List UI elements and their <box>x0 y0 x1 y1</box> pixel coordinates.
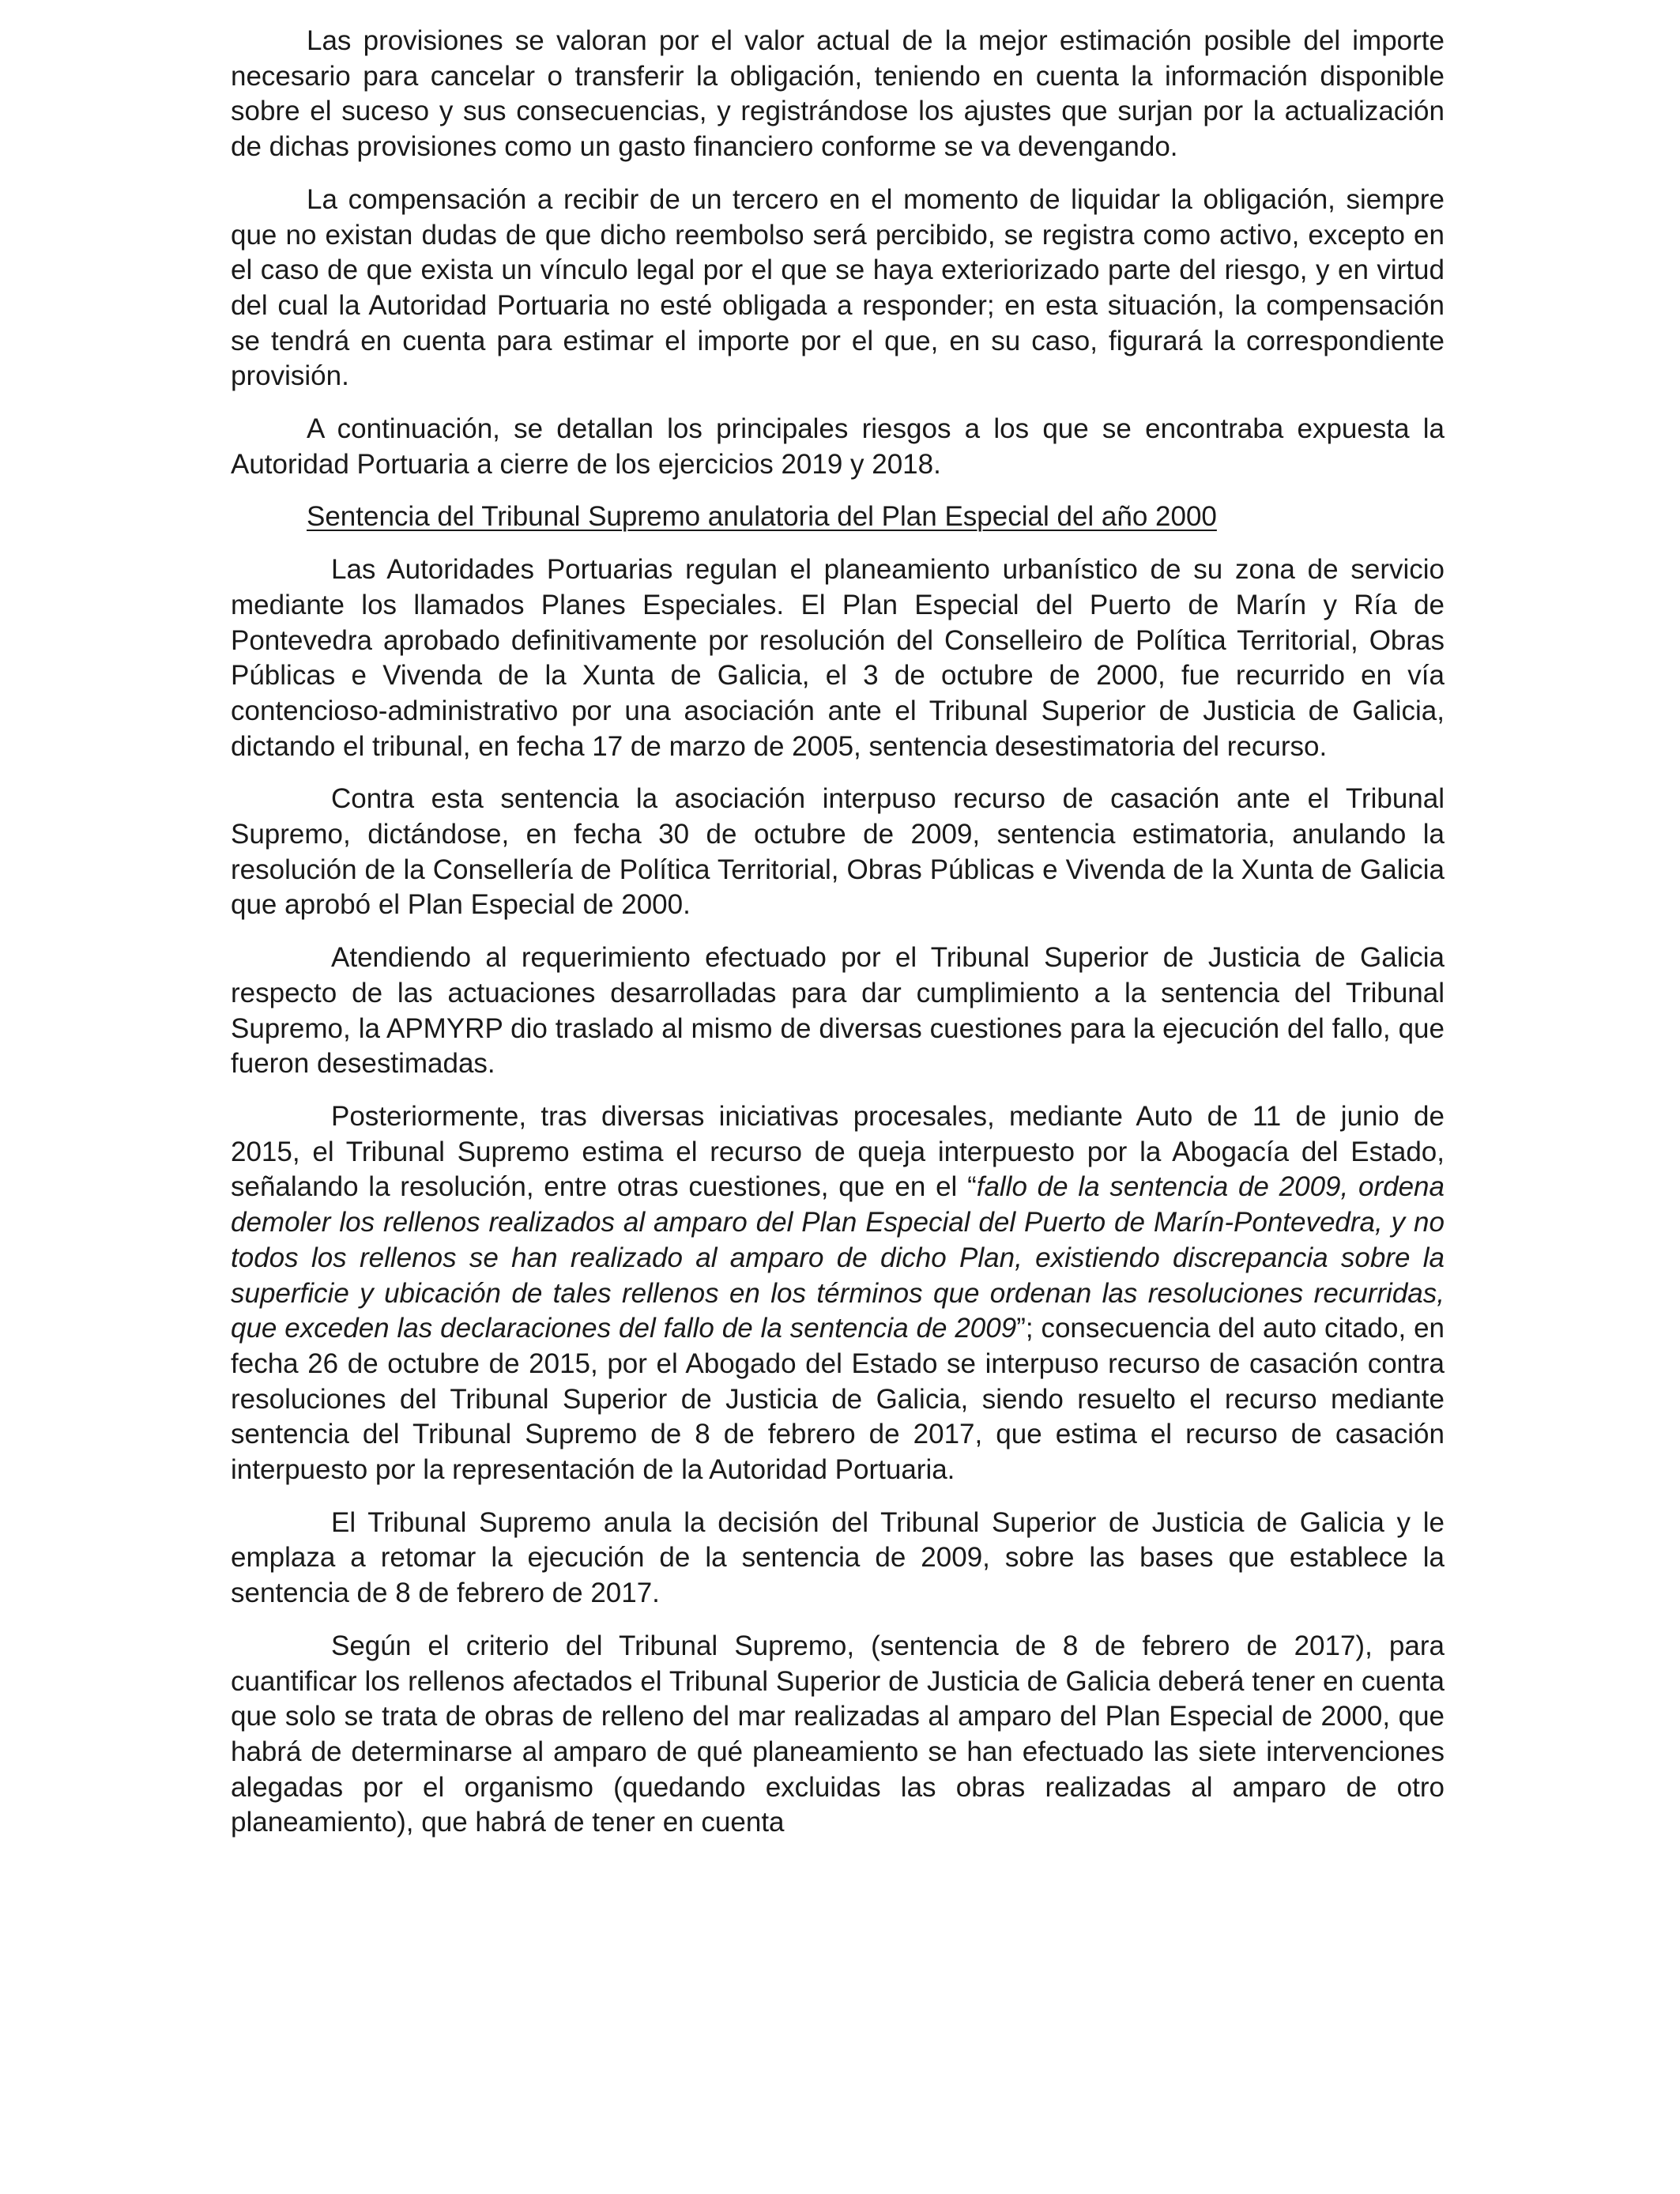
quoted-ruling: fallo de la sentencia de 2009, ordena demoler los rellenos realizados al amparo del Plan Especial del Puerto de Marín-Pontevedra, y no todos los rellenos se han realizado al amparo de dicho Plan, existiendo discrepancia sobre la superficie y ubicación de tales rellenos en los términos que ordenan las resoluciones recurridas, que exceden las declaraciones del fallo de la sentencia de 2009 <box>231 1171 1445 1344</box>
paragraph-riesgos-intro: A continuación, se detallan los principales riesgos a los que se encontraba expuesta la Autoridad Portuaria a cierre de los ejercicios 2019 y 2018. <box>231 413 1445 480</box>
paragraph-provisiones: Las provisiones se valoran por el valor actual de la mejor estimación posible del importe necesario para cancelar o transferir la obligación, teniendo en cuenta la información disponible sobre el suceso y sus consecuencias, y registrándose los ajustes que surjan por la actualización de dichas provisiones como un gasto financiero conforme se va devengando. <box>231 25 1445 163</box>
paragraph-auto-2015 <box>231 1099 1445 1488</box>
section-heading: Sentencia del Tribunal Supremo anulatoria del Plan Especial del año 2000 <box>307 501 1217 533</box>
paragraph-recurso-casacion: Contra esta sentencia la asociación interpuso recurso de casación ante el Tribunal Supremo, dictándose, en fecha 30 de octubre de 2009, sentencia estimatoria, anulando la resolución de la Consellería de Política Territorial, Obras Públicas e Vivenda de la Xunta de Galicia que aprobó el Plan Especial de 2000. <box>231 783 1445 921</box>
paragraph-criterio: Según el criterio del Tribunal Supremo, (sentencia de 8 de febrero de 2017), para cuantificar los rellenos afectados el Tribunal Superior de Justicia de Galicia deberá tener en cuenta que solo se trata de obras de relleno del mar realizadas al amparo del Plan Especial de 2000, que habrá de determinarse al amparo de qué planeamiento se han efectuado las siete intervenciones alegadas por el organismo (quedando excluidas las obras realizadas al amparo de otro planeamiento), que habrá de tener en cuenta <box>231 1630 1445 1838</box>
paragraph-planes-especiales: Las Autoridades Portuarias regulan el planeamiento urbanístico de su zona de servicio mediante los llamados Planes Especiales. El Plan Especial del Puerto de Marín y Ría de Pontevedra aprobado definitivamente por resolución del Conselleiro de Política Territorial, Obras Públicas e Vivenda de la Xunta de Galicia, el 3 de octubre de 2000, fue recurrido en vía contencioso-administrativo por una asociación ante el Tribunal Superior de Justicia de Galicia, dictando el tribunal, en fecha 17 de marzo de 2005, sentencia desestimatoria del recurso. <box>231 554 1445 762</box>
paragraph-requerimiento: Atendiendo al requerimiento efectuado por el Tribunal Superior de Justicia de Galicia respecto de las actuaciones desarrolladas para dar cumplimiento a la sentencia del Tribunal Supremo, la APMYRP dio traslado al mismo de diversas cuestiones para la ejecución del fallo, que fueron desestimadas. <box>231 942 1445 1080</box>
document-page <box>231 24 1445 1841</box>
paragraph-auto-2015-end: ”; consecuencia del auto citado, en fecha 26 de octubre de 2015, por el Abogado del Estado se interpuso recurso de casación contra resoluciones del Tribunal Superior de Justicia de Galicia, siendo resuelto el recurso mediante sentencia del Tribunal Supremo de 8 de febrero de 2017, que estima el recurso de casación interpuesto por la representación de la Autoridad Portuaria. <box>231 1313 1445 1486</box>
paragraph-compensacion: La compensación a recibir de un tercero en el momento de liquidar la obligación, siempre que no existan dudas de que dicho reembolso será percibido, se registra como activo, excepto en el caso de que exista un vínculo legal por el que se haya exteriorizado parte del riesgo, y en virtud del cual la Autoridad Portuaria no esté obligada a responder; en esta situación, la compensación se tendrá en cuenta para estimar el importe por el que, en su caso, figurará la correspondiente provisión. <box>231 183 1445 392</box>
paragraph-anulacion: El Tribunal Supremo anula la decisión del Tribunal Superior de Justicia de Galicia y le emplaza a retomar la ejecución de la sentencia de 2009, sobre las bases que establece la sentencia de 8 de febrero de 2017. <box>231 1506 1445 1609</box>
paragraph-auto-2015-start: Posteriormente, tras diversas iniciativas procesales, mediante Auto de 11 de junio de 2015, el Tribunal Supremo estima el recurso de queja interpuesto por la Abogacía del Estado, señalando la resolución, entre otras cuestiones, que en el “ <box>231 1100 1445 1203</box>
